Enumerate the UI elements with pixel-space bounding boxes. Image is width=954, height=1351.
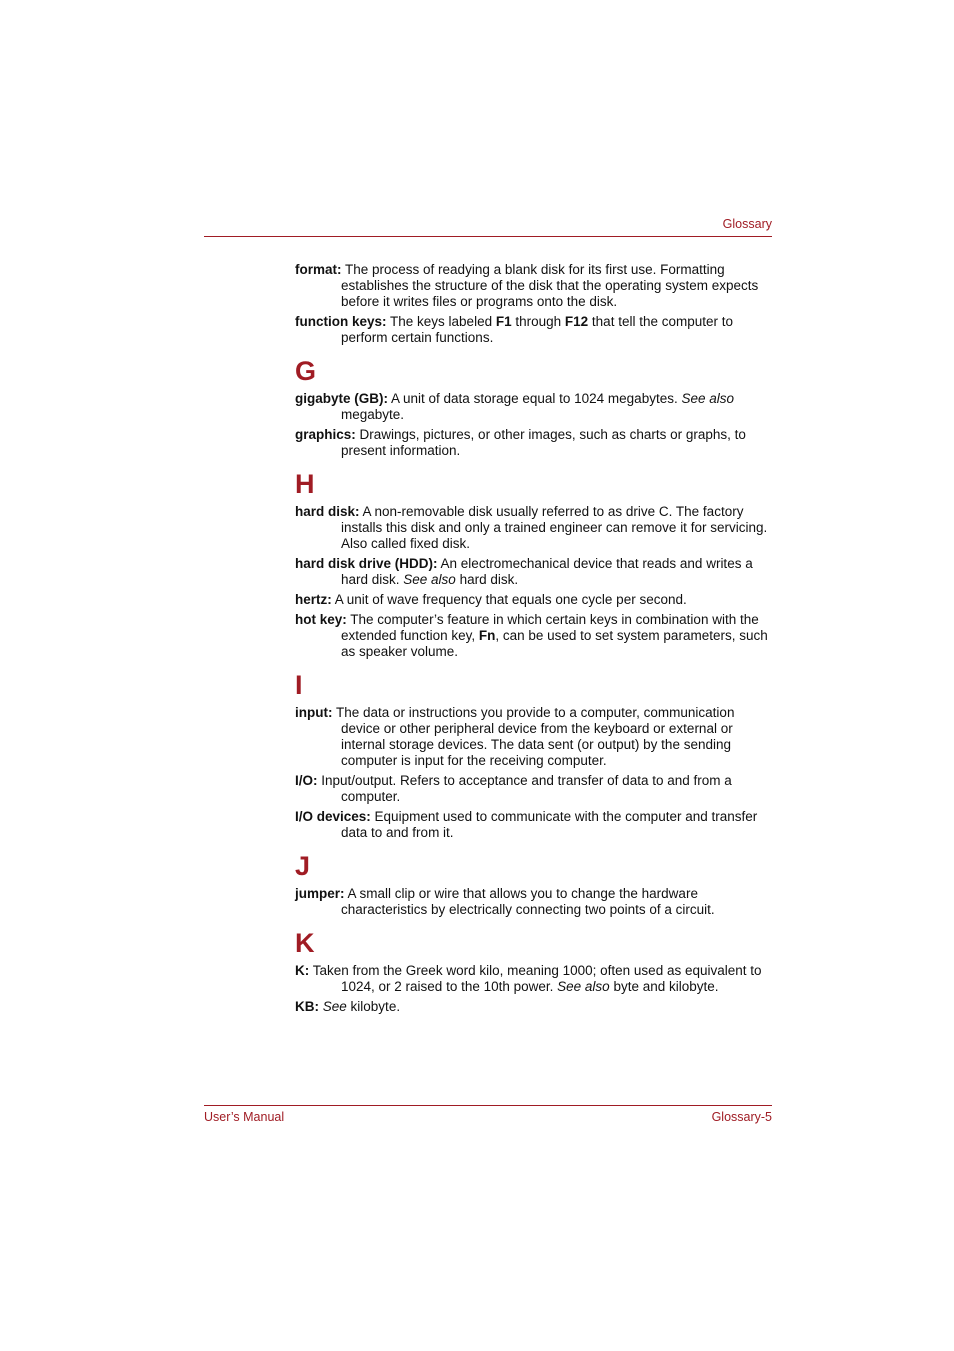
section-letter-k: K [295,928,315,958]
glossary-term: hard disk drive (HDD): [295,556,438,571]
glossary-term: gigabyte (GB): [295,391,388,406]
glossary-content [295,262,772,1019]
glossary-definition: Equipment used to communicate with the computer and transfer data to and from it. [341,809,758,840]
glossary-term: format: [295,262,342,277]
glossary-entry-io [295,773,772,805]
key-name: F12 [564,314,589,329]
glossary-definition: The data or instructions you provide to a computer, communication device or other peripheral device from the keyboard or external or internal storage devices. The data sent (or output) by the sending computer is input for the receiving computer. [332,705,735,768]
glossary-entry-hard-disk-drive [295,556,772,588]
glossary-entry-hertz [295,592,772,608]
see-reference: See [322,999,347,1014]
glossary-definition: A non-removable disk usually referred to as drive C. The factory installs this disk and only a trained engineer can remove it for servicing. Also called fixed disk. [341,504,768,551]
glossary-definition-part: hard disk. [455,572,519,587]
glossary-entry-kb [295,999,772,1015]
glossary-term: K: [295,963,310,978]
section-letter-h: H [295,469,315,499]
glossary-definition: Drawings, pictures, or other images, such as charts or graphs, to present information. [341,427,746,458]
glossary-definition-part: , can be used to set system parameters, such as speaker volume. [341,628,768,659]
glossary-definition: A unit of wave frequency that equals one cycle per second. [331,592,687,607]
see-also-reference: See also [681,391,735,406]
footer-page-number: Glossary-5 [711,1110,772,1124]
key-name: Fn [478,628,496,643]
section-letter-j: J [295,851,311,881]
glossary-entry-graphics [295,427,772,459]
footer-divider [204,1105,772,1106]
see-also-reference: See also [557,979,610,994]
glossary-term: I/O: [295,773,318,788]
glossary-entry-k [295,963,772,995]
glossary-entry-io-devices [295,809,772,841]
glossary-entry-format [295,262,772,310]
header-divider [204,236,772,237]
glossary-definition-part: The keys labeled [386,314,496,329]
see-also-reference: See also [403,572,456,587]
glossary-definition-part: megabyte. [341,407,405,422]
glossary-term: function keys: [295,314,387,329]
glossary-entry-input [295,705,772,769]
glossary-term: hertz: [295,592,332,607]
glossary-definition: A small clip or wire that allows you to change the hardware characteristics by electrically connecting two points of a circuit. [341,886,715,917]
glossary-definition-part: Taken from the Greek word kilo, meaning 1000; often used as equivalent to 1024, or 2 raised to the 10th power. [309,963,762,994]
glossary-term: hard disk: [295,504,360,519]
glossary-term: graphics: [295,427,356,442]
glossary-term: jumper: [295,886,345,901]
glossary-entry-hot-key [295,612,772,660]
glossary-definition: The process of readying a blank disk for its first use. Formatting establishes the structure of the disk that the operating system expects before it writes files or programs onto the disk. [341,262,759,309]
glossary-definition-part: that tell the computer to perform certain functions. [341,314,734,345]
glossary-definition-part: through [511,314,565,329]
glossary-definition: Input/output. Refers to acceptance and transfer of data to and from a computer. [317,773,732,804]
glossary-definition-part: byte and kilobyte. [609,979,719,994]
glossary-definition-part: kilobyte. [346,999,401,1014]
glossary-term: I/O devices: [295,809,371,824]
footer-manual-title: User’s Manual [204,1110,285,1124]
glossary-term: KB: [295,999,319,1014]
glossary-definition-part: The computer’s feature in which certain keys in combination with the extended function key, [341,612,759,643]
glossary-entry-function-keys [295,314,772,346]
glossary-term: input: [295,705,333,720]
page-header-title: Glossary [722,217,772,231]
glossary-entry-hard-disk [295,504,772,552]
glossary-definition-part: A unit of data storage equal to 1024 megabytes. [388,391,682,406]
key-name: F1 [495,314,512,329]
glossary-entry-jumper [295,886,772,918]
glossary-term: hot key: [295,612,347,627]
section-letter-g: G [295,356,317,386]
section-letter-i: I [295,670,303,700]
glossary-entry-gigabyte [295,391,772,423]
glossary-definition-part: An electromechanical device that reads and writes a hard disk. [341,556,753,587]
